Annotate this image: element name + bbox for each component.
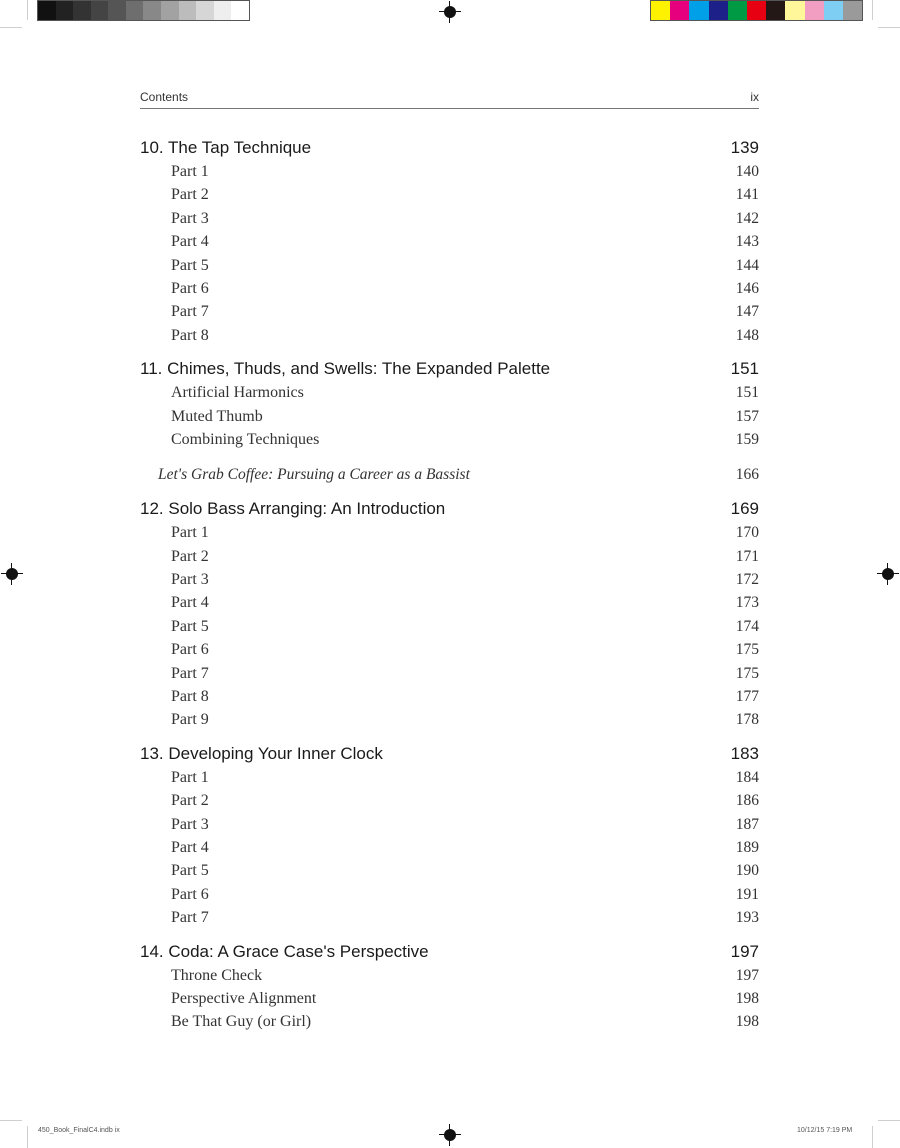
toc-entry-title: Perspective Alignment	[171, 989, 317, 1007]
toc-entry-page: 189	[735, 838, 759, 856]
registration-mark-right	[882, 568, 894, 580]
toc-entry-title: Part 2	[171, 792, 209, 810]
color-swatch	[126, 1, 144, 20]
toc-entry-page: 184	[735, 768, 759, 786]
toc-entry-title: Part 4	[171, 838, 209, 856]
toc-entry-title: Part 7	[171, 664, 209, 682]
chapter-heading[interactable]	[140, 136, 759, 160]
toc-entry-title: Be That Guy (or Girl)	[171, 1013, 312, 1031]
toc-entry-title: Part 1	[171, 768, 209, 786]
toc-entry[interactable]	[140, 254, 759, 277]
toc-entry[interactable]	[140, 545, 759, 568]
toc-entry[interactable]	[140, 813, 759, 836]
toc-entry[interactable]	[140, 207, 759, 230]
chapter-heading[interactable]	[140, 940, 759, 964]
chapter-heading[interactable]	[140, 742, 759, 766]
toc-entry[interactable]	[140, 883, 759, 906]
color-swatch	[38, 1, 56, 20]
toc-entry[interactable]	[140, 300, 759, 323]
color-swatch	[766, 1, 785, 20]
toc-entry[interactable]	[140, 428, 759, 451]
toc-entry[interactable]	[140, 789, 759, 812]
registration-mark-bottom	[444, 1129, 456, 1141]
toc-entry-title: Part 8	[171, 326, 209, 344]
toc-entry-title: Part 3	[171, 571, 209, 589]
toc-entry[interactable]	[140, 906, 759, 929]
toc-entry-title: Part 3	[171, 209, 209, 227]
toc-entry[interactable]	[140, 405, 759, 428]
toc-entry-title: Part 5	[171, 256, 209, 274]
toc-entry[interactable]	[140, 859, 759, 882]
toc-entry-title: Part 3	[171, 815, 209, 833]
color-swatch	[179, 1, 197, 20]
toc-entry-title: Part 5	[171, 617, 209, 635]
toc-entry[interactable]	[140, 836, 759, 859]
chapter-heading-page: 151	[730, 359, 759, 379]
toc-entry-page: 178	[735, 711, 759, 729]
toc-entry-page: 143	[735, 233, 759, 251]
crop-mark-bottom-left	[0, 1120, 22, 1121]
toc-entry[interactable]	[140, 568, 759, 591]
toc-entry-page: 170	[735, 524, 759, 542]
chapter-heading-title: 11. Chimes, Thuds, and Swells: The Expanded Palette	[140, 359, 551, 379]
color-swatch	[56, 1, 74, 20]
toc-entry-page: 141	[735, 186, 759, 204]
footer-timestamp: 10/12/15 7:19 PM	[797, 1127, 853, 1134]
registration-mark-left	[6, 568, 18, 580]
toc-entry-page: 173	[735, 594, 759, 612]
toc-entry-page: 187	[735, 815, 759, 833]
toc-entry-title: Part 5	[171, 862, 209, 880]
interlude-entry[interactable]	[140, 463, 759, 487]
toc-entry-title: Part 6	[171, 279, 209, 297]
color-swatch	[709, 1, 728, 20]
grayscale-calibration-bar	[37, 0, 250, 21]
color-swatch	[747, 1, 766, 20]
toc-entry[interactable]	[140, 766, 759, 789]
toc-entry[interactable]	[140, 662, 759, 685]
toc-entry-page: 193	[735, 909, 759, 927]
toc-entry-page: 172	[735, 571, 759, 589]
crop-mark-bottom-right-vertical	[872, 1126, 873, 1148]
toc-entry-title: Part 2	[171, 547, 209, 565]
toc-entry-title: Part 4	[171, 594, 209, 612]
toc-entry[interactable]	[140, 381, 759, 404]
color-swatch	[108, 1, 126, 20]
chapter-heading-page: 197	[730, 941, 759, 961]
chapter-heading-title: 12. Solo Bass Arranging: An Introduction	[140, 499, 446, 519]
color-swatch	[670, 1, 689, 20]
toc-entry[interactable]	[140, 1010, 759, 1033]
toc-entry-page: 190	[735, 862, 759, 880]
section-title: Contents	[140, 90, 189, 104]
color-swatch	[728, 1, 747, 20]
toc-entry-page: 142	[735, 209, 759, 227]
color-swatch	[143, 1, 161, 20]
crop-mark-bottom-left-vertical	[27, 1126, 28, 1148]
toc-entry-title: Part 1	[171, 163, 209, 180]
page-number: ix	[750, 90, 759, 104]
toc-entry-page: 186	[735, 792, 759, 810]
chapter-heading[interactable]	[140, 497, 759, 521]
chapter-heading-title: 14. Coda: A Grace Case's Perspective	[140, 941, 429, 961]
toc-entry-page: 175	[735, 641, 759, 659]
toc-entry-page: 177	[735, 688, 759, 706]
color-swatch	[689, 1, 708, 20]
toc-entry-title: Part 1	[171, 524, 209, 542]
chapter-heading-page: 169	[730, 499, 759, 519]
chapter-heading-title: 13. Developing Your Inner Clock	[140, 743, 383, 763]
toc-entry-page: 191	[735, 885, 759, 903]
toc-entry-title: Part 7	[171, 909, 209, 927]
crop-mark-bottom-right	[878, 1120, 900, 1121]
toc-entry[interactable]	[140, 615, 759, 638]
color-swatch	[91, 1, 109, 20]
toc-entry-page: 147	[735, 303, 759, 321]
toc-entry-title: Combining Techniques	[171, 430, 320, 448]
toc-entry-page: 151	[735, 384, 759, 402]
crop-mark-top-left	[0, 27, 22, 28]
color-swatch	[73, 1, 91, 20]
toc-entry-title: Part 2	[171, 186, 209, 204]
chapter-heading-page: 183	[730, 743, 759, 763]
toc-entry[interactable]	[140, 708, 759, 731]
toc-entry-page: 144	[735, 256, 759, 274]
interlude-entry-title: Let's Grab Coffee: Pursuing a Career as a Bassist	[158, 466, 470, 484]
crop-mark-top-left-vertical	[27, 0, 28, 20]
toc-entry-page: 171	[735, 547, 759, 565]
toc-entry-title: Part 6	[171, 885, 209, 903]
toc-entry-page: 198	[735, 989, 759, 1007]
chapter-heading[interactable]	[140, 357, 759, 381]
interlude-entry-page: 166	[735, 466, 759, 484]
toc-entry[interactable]	[140, 160, 759, 183]
color-swatch	[231, 1, 249, 20]
toc-entry[interactable]	[140, 591, 759, 614]
toc-entry-title: Artificial Harmonics	[171, 384, 304, 402]
toc-entry-title: Throne Check	[171, 966, 263, 984]
color-swatch	[824, 1, 843, 20]
toc-entry[interactable]	[140, 230, 759, 253]
chapter-heading-title: 10. The Tap Technique	[140, 138, 312, 157]
toc-entry[interactable]	[140, 685, 759, 708]
toc-entry-page: 174	[735, 617, 759, 635]
toc-entry-title: Part 7	[171, 303, 209, 321]
crop-mark-top-right-vertical	[872, 0, 873, 20]
toc-entry-page: 197	[735, 966, 759, 984]
toc-entry-page: 140	[735, 163, 759, 180]
toc-entry-title: Part 4	[171, 233, 209, 251]
toc-entry[interactable]	[140, 277, 759, 300]
toc-entry-page: 157	[735, 407, 759, 425]
toc-entry[interactable]	[140, 183, 759, 206]
toc-entry-page: 148	[735, 326, 759, 344]
footer-slug: 450_Book_FinalC4.indb ix	[38, 1127, 120, 1134]
color-swatch	[785, 1, 804, 20]
toc-entry-title: Part 8	[171, 688, 209, 706]
toc-entry-title: Part 6	[171, 641, 209, 659]
color-swatch	[214, 1, 232, 20]
color-swatch	[651, 1, 670, 20]
toc-entry-title: Part 9	[171, 711, 209, 729]
toc-entry-page: 159	[735, 430, 759, 448]
toc-entry[interactable]	[140, 638, 759, 661]
running-head	[140, 84, 759, 109]
color-swatch	[843, 1, 862, 20]
toc-entry-page: 175	[735, 664, 759, 682]
toc-entry[interactable]	[140, 324, 759, 347]
table-of-contents	[140, 136, 759, 1034]
toc-entry[interactable]	[140, 964, 759, 987]
chapter-heading-page: 139	[730, 138, 759, 157]
crop-mark-top-right	[878, 27, 900, 28]
color-calibration-bar	[650, 0, 863, 21]
toc-entry-title: Muted Thumb	[171, 407, 263, 425]
toc-entry-page: 146	[735, 279, 759, 297]
color-swatch	[196, 1, 214, 20]
toc-entry-page: 198	[735, 1013, 759, 1031]
registration-mark-top	[444, 6, 456, 18]
color-swatch	[161, 1, 179, 20]
toc-entry[interactable]	[140, 521, 759, 544]
color-swatch	[805, 1, 824, 20]
toc-entry[interactable]	[140, 987, 759, 1010]
